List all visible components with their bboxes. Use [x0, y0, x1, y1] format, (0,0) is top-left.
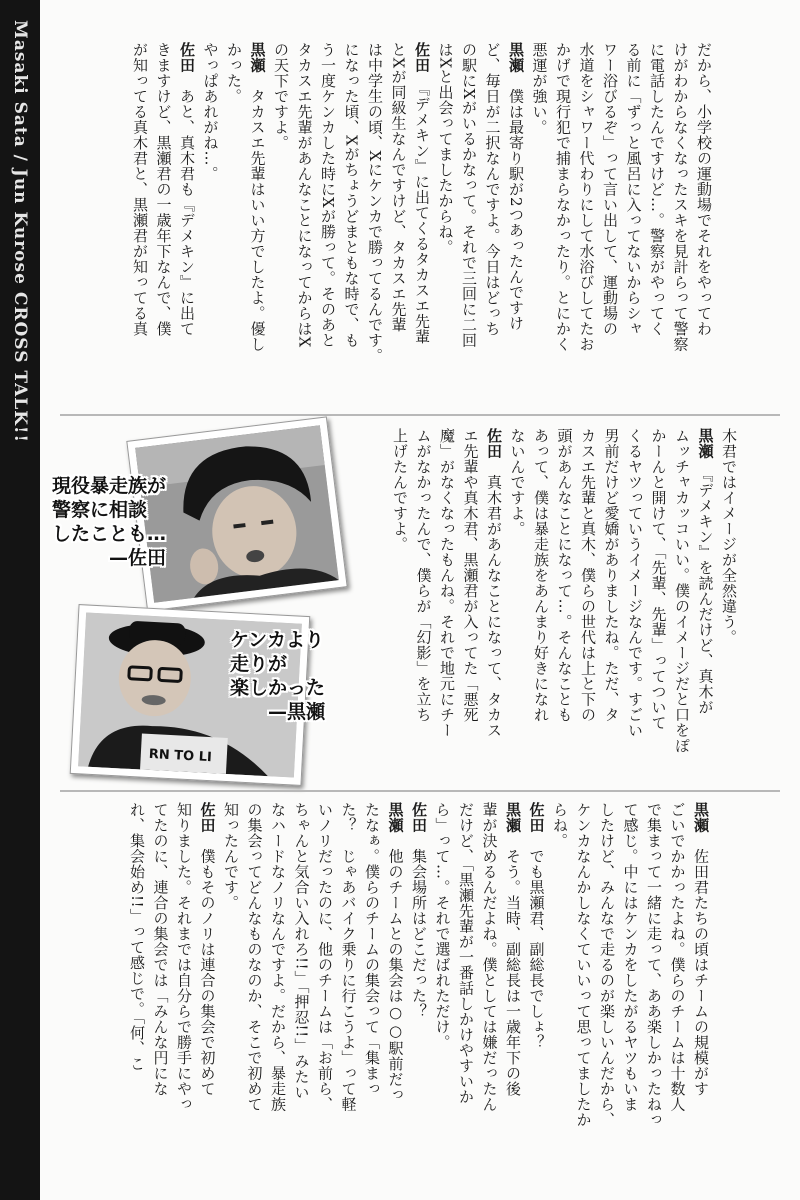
text-row	[219, 802, 243, 1164]
side-title-bar	[0, 0, 40, 1200]
body-text: 悪運が強い。	[530, 42, 549, 135]
photo-kurose-caption-line: —黒瀬	[268, 701, 326, 723]
body-text: たなぁ。僕らのチームの集会って「集まっ	[363, 802, 381, 1097]
text-column-middle	[388, 428, 740, 778]
text-row	[457, 42, 481, 404]
text-row	[316, 42, 340, 404]
text-row	[292, 42, 316, 404]
text-row	[505, 428, 529, 778]
text-row	[692, 42, 716, 404]
body-text: カスエ先輩と真木、僕らの世代は上と下の	[579, 428, 597, 723]
text-row	[646, 428, 670, 778]
body-text: 僕は最寄り駅が2つあったんですけ	[507, 88, 525, 332]
body-text: て感じ。中にはケンカをしたがるヤツもいま	[621, 802, 640, 1112]
text-row	[668, 42, 692, 404]
body-text: あって、僕は暴走族をあんまり好きになれ	[532, 428, 550, 723]
speaker-label: 黒瀬	[507, 42, 525, 73]
text-row	[410, 42, 434, 404]
body-text: 魔」がなくなったもんね。それで地元にチー	[438, 428, 456, 738]
speaker-label: 黒瀬	[248, 42, 267, 73]
body-text: タカスエ先輩があんなことになってからはX	[295, 42, 314, 348]
body-text: が知ってる真木君と、黒瀬君が知ってる真	[131, 42, 149, 337]
text-row	[689, 802, 713, 1164]
body-text: きますけど、黒瀬君の一歳年下なんで、僕	[154, 42, 173, 337]
body-text: やっぱあれがね…。	[201, 42, 220, 182]
body-text: う一度ケンカした時にXが勝って。そのあと	[319, 42, 337, 348]
text-row	[386, 42, 410, 404]
body-text: エ先輩や真木君、黒瀬君が入ってた「悪死	[461, 428, 480, 723]
text-row	[599, 428, 623, 778]
body-text: 上げたんですよ。	[391, 428, 409, 552]
text-row	[621, 42, 645, 404]
text-row	[172, 802, 196, 1164]
body-text: でも黒瀬君、副総長でしょ？	[527, 848, 546, 1050]
body-text: らね。	[551, 802, 569, 849]
body-text: 僕もそのノリは連合の集会で初めて	[198, 848, 217, 1097]
body-text: いノリだったのに、他のチームは「お前ら、	[316, 802, 334, 1112]
body-text: 男前だけど愛嬌がありましたね。ただ、タ	[602, 428, 621, 723]
body-text: かった。	[225, 42, 243, 104]
body-text: で集まって一緒に走って、ああ楽しかったねっ	[645, 802, 663, 1128]
text-row	[433, 42, 457, 404]
photo-sata-caption	[52, 474, 166, 570]
text-row	[645, 42, 669, 404]
speaker-label: 佐田	[410, 802, 428, 833]
text-row	[383, 802, 407, 1164]
shirt-text: RN TO LI	[148, 746, 213, 766]
body-text: なハードなノリなんですよ。だから、暴走族	[269, 802, 287, 1112]
section-divider-top	[60, 414, 780, 416]
text-row	[598, 42, 622, 404]
text-row	[128, 42, 152, 404]
text-row	[125, 802, 149, 1164]
text-row	[482, 428, 506, 778]
photo-kurose-caption-line: ケンカより	[230, 629, 325, 651]
body-text: になった頃、Xがちょうどまともな時で、も	[342, 42, 361, 348]
photo-sata-caption-line: したことも…	[52, 523, 167, 545]
photo-sata-caption-line: 警察に相談	[52, 499, 148, 521]
photo-sata-caption-line: —佐田	[109, 547, 167, 569]
body-text: ないんですよ。	[508, 428, 527, 537]
speaker-label: 佐田	[485, 428, 503, 459]
body-text: そう。当時、副総長は一歳年下の後	[504, 848, 522, 1097]
text-row	[477, 802, 501, 1164]
text-row	[618, 802, 642, 1164]
text-row	[501, 802, 525, 1164]
text-row	[289, 802, 313, 1164]
body-text: 『デメキン』に出てくるタカスエ先輩	[413, 88, 431, 345]
text-row	[571, 802, 595, 1164]
text-row	[360, 802, 384, 1164]
photo-kurose-caption	[230, 628, 325, 724]
body-text: したけど、みんなで走るのが楽しいんだから、	[598, 802, 616, 1128]
body-text: はXと出会ってましたからね。	[436, 42, 455, 255]
text-row	[670, 428, 694, 778]
text-row	[266, 802, 290, 1164]
text-row	[198, 42, 222, 404]
text-row	[527, 42, 551, 404]
body-text: 知りました。それまでは自分らで勝手にやっ	[175, 802, 193, 1112]
text-row	[576, 428, 600, 778]
body-text: れ、集会始め!!」って感じで。「何、こ	[128, 802, 146, 1072]
text-row	[269, 42, 293, 404]
body-text: あと、真木君も『デメキン』に出て	[178, 88, 196, 337]
text-row	[388, 428, 411, 778]
body-text: かげで現行犯で捕まらなかったり。とにかく	[554, 42, 572, 352]
section-divider-bottom	[60, 790, 780, 792]
text-row	[574, 42, 598, 404]
speaker-label: 佐田	[527, 802, 546, 833]
body-text: ちゃんと気合い入れろ!!」「押忍!!」みたい	[292, 802, 311, 1100]
speaker-label: 黒瀬	[504, 802, 522, 833]
text-row	[504, 42, 528, 404]
speaker-label: 佐田	[198, 802, 217, 833]
body-text: 『デメキン』を読んだけど、真木が	[696, 474, 715, 715]
side-title: Masaki Sata / Jun Kurose CROSS TALK!!	[10, 20, 30, 443]
body-text: 真木君があんなことになって、タカス	[485, 474, 503, 738]
body-text: 木君ではイメージが全然違う。	[720, 428, 738, 645]
text-row	[480, 42, 504, 404]
body-text: ど、毎日が二択なんですよ。今日はどっち	[483, 42, 502, 337]
speaker-label: 黒瀬	[692, 802, 710, 833]
body-text: 他のチームとの集会は○○駅前だっ	[386, 848, 405, 1103]
body-text: は中学生の頃、Xにケンカで勝ってるんです。	[366, 42, 384, 364]
text-row	[529, 428, 553, 778]
text-column-top	[80, 42, 715, 404]
text-row	[242, 802, 266, 1164]
text-row	[548, 802, 572, 1164]
body-text: の駅にXがいるかなって。それで三回に二回	[460, 42, 478, 348]
photo-kurose-caption-line: 楽しかった	[230, 677, 326, 699]
text-row	[151, 42, 175, 404]
body-text: ムがなかったんで、僕らが「幻影」を立ち	[414, 428, 433, 723]
body-text: ムッチャカッコいい。僕のイメージだと口をぽ	[673, 428, 691, 754]
body-text: 輩が決めるんだよね。僕としては嫌だったん	[480, 802, 499, 1112]
text-row	[435, 428, 459, 778]
text-row	[458, 428, 482, 778]
body-text: かーんと開けて、「先輩、先輩」ってついて	[649, 428, 668, 731]
text-row	[411, 428, 435, 778]
text-row	[339, 42, 363, 404]
text-row	[552, 428, 576, 778]
text-column-bottom	[112, 802, 712, 1164]
text-row	[313, 802, 337, 1164]
text-row	[195, 802, 219, 1164]
text-row	[407, 802, 431, 1164]
text-row	[454, 802, 478, 1164]
body-text: ら」って…。それで選ばれただけ。	[433, 802, 452, 1050]
text-row	[717, 428, 741, 778]
text-row	[430, 802, 454, 1164]
body-text: ケンカなんかしなくていいって思ってましたか	[574, 802, 593, 1128]
body-text: 水道をシャワー代わりにして水浴びしてたお	[577, 42, 596, 352]
body-text: 佐田君たちの頃はチームの規模がす	[692, 848, 710, 1097]
body-text: タカスエ先輩はいい方でしたよ。優し	[248, 88, 267, 352]
text-row	[175, 42, 199, 404]
speaker-label: 黒瀬	[386, 802, 405, 833]
text-row	[642, 802, 666, 1164]
text-row	[148, 802, 172, 1164]
body-text: 集会場所はどこだった？	[410, 848, 428, 1019]
photo-sata-caption-line: 現役暴走族が	[52, 475, 167, 497]
text-row	[623, 428, 647, 778]
text-row	[222, 42, 246, 404]
text-row	[595, 802, 619, 1164]
body-text: ごいでかかったよね。僕らのチームは十数人	[668, 802, 687, 1112]
speaker-label: 佐田	[413, 42, 431, 73]
text-row	[363, 42, 387, 404]
text-row	[524, 802, 548, 1164]
body-text: だから、小学校の運動場でそれをやってわ	[695, 42, 713, 337]
body-text: 知ったんです。	[222, 802, 240, 911]
body-text: てたのに、連合の集会では「みんな円にな	[151, 802, 170, 1097]
body-text: ワー浴びるぞ」って言い出して、運動場の	[601, 42, 619, 337]
text-row	[336, 802, 360, 1164]
photo-kurose-caption-line: 走りが	[230, 653, 288, 675]
speaker-label: 黒瀬	[696, 428, 715, 459]
body-text: とXが同級生なんですけど、タカスエ先輩	[389, 42, 408, 333]
text-row	[551, 42, 575, 404]
body-text: 頭があんなことになって…。そんなことも	[555, 428, 574, 723]
body-text: けがわからなくなったスキを見計らって警察	[671, 42, 690, 352]
body-text: た？ じゃあバイク乗りに行こうよ」って軽	[339, 802, 358, 1112]
body-text: に電話したんですけど…。警察がやってく	[648, 42, 666, 337]
text-row	[245, 42, 269, 404]
body-text: だけど、「黒瀬先輩が一番話しかけやすいか	[457, 802, 475, 1105]
text-row	[665, 802, 689, 1164]
speaker-label: 佐田	[178, 42, 196, 73]
body-text: の天下ですよ。	[272, 42, 290, 151]
body-text: くるヤツっていうイメージなんです。すごい	[626, 428, 644, 738]
body-text: の集会ってどんなものなのか、そこで初めて	[245, 802, 264, 1112]
body-text: る前に「ずっと風呂に入ってないからシャ	[624, 42, 643, 337]
text-row	[693, 428, 717, 778]
